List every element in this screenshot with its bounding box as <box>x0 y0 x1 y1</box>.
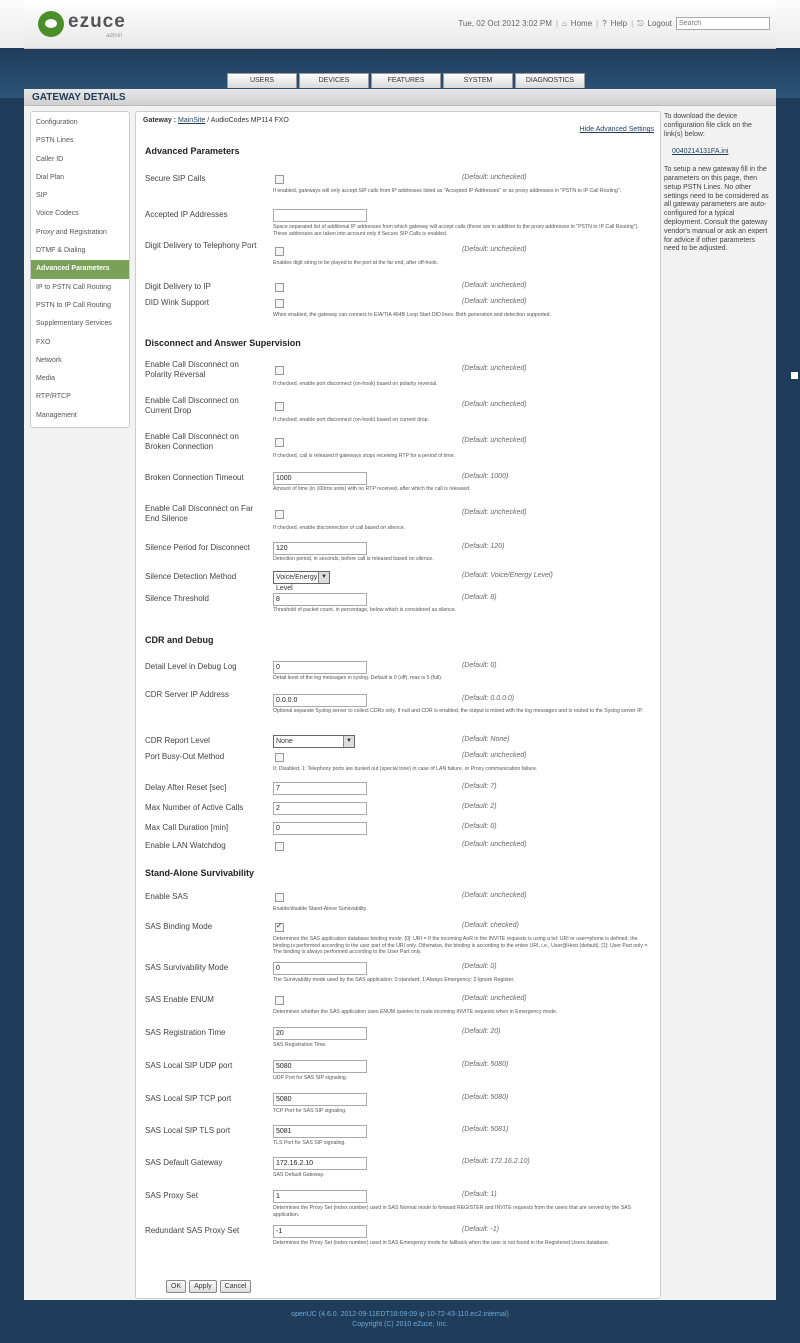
redundant-sas-proxy-set-hint: Determines the Proxy Set (index number) used in SAS Emergency mode for fallback when the user is not found in the Registered Users database. <box>273 1240 610 1246</box>
enable-call-disconnect-on-broken-connection-checkbox[interactable] <box>275 438 284 447</box>
sas-local-sip-udp-port-input[interactable]: 5080 <box>273 1060 367 1073</box>
breadcrumb-site-link[interactable]: MainSite <box>178 117 206 124</box>
sas-proxy-set-input[interactable]: 1 <box>273 1190 367 1203</box>
corner-marker <box>791 372 798 379</box>
secure-sip-calls-checkbox[interactable] <box>275 175 284 184</box>
secure-sip-calls-default: (Default: unchecked) <box>462 174 527 181</box>
sas-binding-mode-checkbox[interactable] <box>275 923 284 932</box>
secure-sip-calls-hint: If enabled, gateways will only accept SIP calls from IP addresses listed as "Accepted IP Addresses" or as proxy addresses in "PSTN to IP Call Routing". <box>273 188 622 194</box>
copyright: Copyright (C) 2010 eZuce, Inc. <box>352 1321 448 1328</box>
label-sas-binding-mode: SAS Binding Mode <box>145 922 213 931</box>
cdr-report-level-default: (Default: None) <box>462 736 510 743</box>
help-panel <box>664 113 770 254</box>
setup-instructions: To setup a new gateway fill in the parameters on this page, then setup PSTN Lines. No other settings need to be considered as all gateway parameters are auto-configured for a typical deployment. Consult the gateway vendor's manual or ask an expert for advice if other parameters need to be adjusted. <box>664 166 769 253</box>
sas-binding-mode-hint: Determines the SAS application database binding mode. [0]: URI = If the incoming AoR in the INVITE requests is using a tel: URI or user=phone is defined, the binding is performed according to the user part of the URI only. Otherwise, the binding is according to the entire URI, i.e., User@Host (default). [1]: User Part only = The binding is always performed according to the User Part only. <box>273 936 648 955</box>
top-bar: Tue, 02 Oct 2012 3:02 PM | ⌂ Home | ? Help | ⎋ Logout Search <box>458 17 770 30</box>
cdr-report-level-select[interactable] <box>273 735 355 748</box>
sas-survivability-mode-default: (Default: 0) <box>462 963 497 970</box>
sidebar-item-management[interactable]: Management <box>36 411 77 419</box>
label-enable-call-disconnect-on-polarity-reversal: Enable Call Disconnect on Polarity Reversal <box>145 360 239 379</box>
label-sas-registration-time: SAS Registration Time <box>145 1028 226 1037</box>
silence-detection-method-select[interactable] <box>273 571 330 592</box>
tab-diagnostics[interactable]: DIAGNOSTICS <box>515 73 585 88</box>
tab-devices[interactable]: DEVICES <box>299 73 369 88</box>
label-digit-delivery-to-ip: Digit Delivery to IP <box>145 282 211 291</box>
label-broken-connection-timeout: Broken Connection Timeout <box>145 473 244 482</box>
sidebar-item-network[interactable]: Network <box>36 356 62 364</box>
sas-local-sip-udp-port-default: (Default: 5080) <box>462 1061 509 1068</box>
label-enable-call-disconnect-on-broken-connection: Enable Call Disconnect on Broken Connection <box>145 432 239 451</box>
did-wink-support-hint: When enabled, the gateway can connect to EIA/TIA 464B Loop Start DID lines. Both generation and detection supported. <box>273 312 551 318</box>
enable-lan-watchdog-checkbox[interactable] <box>275 842 284 851</box>
apply-button[interactable]: Apply <box>189 1280 217 1293</box>
download-instructions: To download the device configuration file click on the link(s) below: <box>664 113 752 138</box>
logo-subtitle: admin <box>106 33 123 39</box>
digit-delivery-to-ip-default: (Default: unchecked) <box>462 282 527 289</box>
sidebar-item-sip[interactable]: SIP <box>36 192 48 200</box>
label-sas-local-sip-udp-port: SAS Local SIP UDP port <box>145 1061 233 1070</box>
sas-local-sip-tcp-port-hint: TCP Port for SAS SIP signaling. <box>273 1108 347 1114</box>
enable-lan-watchdog-default: (Default: unchecked) <box>462 841 527 848</box>
sidebar-item-pstn-to-ip[interactable]: PSTN to IP Call Routing <box>36 301 111 309</box>
label-detail-level-in-debug-log: Detail Level in Debug Log <box>145 662 237 671</box>
sidebar <box>30 111 130 428</box>
broken-connection-timeout-input[interactable]: 1000 <box>273 472 367 485</box>
label-enable-lan-watchdog: Enable LAN Watchdog <box>145 841 226 850</box>
title-bar <box>24 89 776 106</box>
section-advanced-parameters: Advanced Parameters <box>145 146 240 156</box>
redundant-sas-proxy-set-default: (Default: -1) <box>462 1226 499 1233</box>
max-number-of-active-calls-input[interactable]: 2 <box>273 802 367 815</box>
label-sas-local-sip-tls-port: SAS Local SIP TLS port <box>145 1126 231 1135</box>
main-panel <box>24 89 776 1300</box>
sidebar-item-configuration[interactable]: Configuration <box>36 119 78 126</box>
tab-features[interactable]: FEATURES <box>371 73 441 88</box>
sas-default-gateway-default: (Default: 172.16.2.10) <box>462 1158 530 1165</box>
label-redundant-sas-proxy-set: Redundant SAS Proxy Set <box>145 1226 240 1235</box>
sidebar-item-pstn-lines[interactable]: PSTN Lines <box>36 137 74 145</box>
main-tabs <box>227 73 585 88</box>
max-number-of-active-calls-default: (Default: 2) <box>462 803 497 810</box>
sidebar-item-dtmf-dialing[interactable]: DTMF & Dialing <box>36 247 86 255</box>
label-cdr-report-level: CDR Report Level <box>145 736 210 745</box>
logout-link[interactable]: Logout <box>647 19 672 28</box>
label-enable-call-disconnect-on-far-end-silence: Enable Call Disconnect on Far End Silence <box>145 504 254 523</box>
sas-local-sip-tls-port-input[interactable]: 5081 <box>273 1125 367 1138</box>
footer <box>0 1310 800 1330</box>
sas-survivability-mode-input[interactable]: 0 <box>273 962 367 975</box>
delay-after-reset-sec-input[interactable]: 7 <box>273 782 367 795</box>
sidebar-item-advanced-parameters[interactable]: Advanced Parameters <box>31 260 129 278</box>
detail-level-in-debug-log-default: (Default: 0) <box>462 662 497 669</box>
delay-after-reset-sec-default: (Default: 7) <box>462 783 497 790</box>
redundant-sas-proxy-set-input[interactable]: -1 <box>273 1225 367 1238</box>
enable-sas-checkbox[interactable] <box>275 893 284 902</box>
silence-period-for-disconnect-default: (Default: 120) <box>462 543 505 550</box>
cdr-server-ip-address-hint: Optional separate Syslog server to collect CDRs only. If null and CDR is enabled, the output is mixed with the log messages and is routed to the Syslog server IP. <box>273 708 643 714</box>
sidebar-item-rtp-rtcp[interactable]: RTP/RTCP <box>36 393 71 401</box>
help-icon[interactable]: ? <box>602 19 607 28</box>
enable-call-disconnect-on-current-drop-checkbox[interactable] <box>275 402 284 411</box>
label-sas-survivability-mode: SAS Survivability Mode <box>145 963 229 972</box>
chevron-down-icon[interactable]: ▼ <box>343 736 354 747</box>
sidebar-item-caller-id[interactable]: Caller ID <box>36 155 64 163</box>
sas-local-sip-tcp-port-input[interactable]: 5080 <box>273 1093 367 1106</box>
datetime: Tue, 02 Oct 2012 3:02 PM <box>458 19 552 28</box>
enable-call-disconnect-on-far-end-silence-default: (Default: unchecked) <box>462 509 527 516</box>
label-max-number-of-active-calls: Max Number of Active Calls <box>145 803 244 812</box>
sas-enable-enum-default: (Default: unchecked) <box>462 995 527 1002</box>
sidebar-item-proxy-registration[interactable]: Proxy and Registration <box>36 228 107 236</box>
help-link[interactable]: Help <box>610 19 628 28</box>
digit-delivery-to-ip-checkbox[interactable] <box>275 283 284 292</box>
sidebar-item-fxo[interactable]: FXO <box>36 338 51 346</box>
enable-call-disconnect-on-far-end-silence-checkbox[interactable] <box>275 510 284 519</box>
version-info: openUC (4.6.0. 2012-09-11EDT18:09:09 ip-10-72-43-110.ec2.internal) <box>291 1311 509 1318</box>
sas-local-sip-udp-port-hint: UDP Port for SAS SIP signaling. <box>273 1075 348 1081</box>
hide-advanced-settings-link[interactable]: Hide Advanced Settings <box>579 126 654 133</box>
label-delay-after-reset-sec: Delay After Reset [sec] <box>145 783 227 792</box>
sas-registration-time-hint: SAS Registration Time. <box>273 1042 327 1048</box>
sas-registration-time-input[interactable]: 20 <box>273 1027 367 1040</box>
enable-call-disconnect-on-polarity-reversal-hint: If checked, enable port disconnect (on-hook) based on polarity reversal. <box>273 381 438 387</box>
sas-default-gateway-input[interactable]: 172.16.2.10 <box>273 1157 367 1170</box>
digit-delivery-to-telephony-port-default: (Default: unchecked) <box>462 246 527 253</box>
silence-detection-method-default: (Default: Voice/Energy Level) <box>462 572 553 579</box>
sidebar-item-supplementary[interactable]: Supplementary Services <box>36 320 112 328</box>
detail-level-in-debug-log-hint: Detail level of the log messages in syslog. Default is 0 (off), max is 5 (full). <box>273 675 443 681</box>
sidebar-item-dial-plan[interactable]: Dial Plan <box>36 173 65 181</box>
chevron-down-icon[interactable]: ▼ <box>318 572 329 583</box>
settings-form <box>135 111 661 1299</box>
silence-threshold-input[interactable]: 8 <box>273 593 367 606</box>
logo-icon <box>38 11 64 37</box>
tab-system[interactable]: SYSTEM <box>443 73 513 88</box>
port-busy-out-method-default: (Default: unchecked) <box>462 752 527 759</box>
label-sas-enable-enum: SAS Enable ENUM <box>145 995 214 1004</box>
section-cdr-debug: CDR and Debug <box>145 635 214 645</box>
home-icon[interactable]: ⌂ <box>561 19 567 28</box>
search-input[interactable] <box>676 17 770 30</box>
port-busy-out-method-checkbox[interactable] <box>275 753 284 762</box>
section-stand-alone-survivability: Stand-Alone Survivability <box>145 868 255 878</box>
accepted-ip-addresses-input[interactable] <box>273 209 367 222</box>
broken-connection-timeout-default: (Default: 1000) <box>462 473 509 480</box>
tab-users[interactable]: USERS <box>227 73 297 88</box>
section-disconnect-supervision: Disconnect and Answer Supervision <box>145 338 301 348</box>
port-busy-out-method-hint: 0: Disabled, 1: Telephony ports are busied out (special tone) in case of LAN failure, or Proxy communication failure. <box>273 766 538 772</box>
sas-enable-enum-checkbox[interactable] <box>275 996 284 1005</box>
ezuce-logo[interactable] <box>38 11 138 41</box>
did-wink-support-checkbox[interactable] <box>275 299 284 308</box>
sas-registration-time-default: (Default: 20) <box>462 1028 501 1035</box>
label-enable-call-disconnect-on-current-drop: Enable Call Disconnect on Current Drop <box>145 396 239 415</box>
max-call-duration-min-input[interactable]: 0 <box>273 822 367 835</box>
sas-proxy-set-hint: Determines the Proxy Set (index number) used in SAS Normal mode to forward REGISTER and INVITE requests from the users that are served by the SAS application. <box>273 1205 632 1218</box>
sas-proxy-set-default: (Default: 1) <box>462 1191 497 1198</box>
ok-button[interactable]: OK <box>166 1280 186 1293</box>
digit-delivery-to-telephony-port-hint: Enables digit string to be played to the port at the far end, after off-hook. <box>273 260 439 266</box>
label-sas-proxy-set: SAS Proxy Set <box>145 1191 198 1200</box>
did-wink-support-default: (Default: unchecked) <box>462 298 527 305</box>
label-secure-sip-calls: Secure SIP Calls <box>145 174 206 183</box>
label-port-busy-out-method: Port Busy-Out Method <box>145 752 225 761</box>
logout-icon[interactable]: ⎋ <box>637 18 644 28</box>
silence-threshold-hint: Threshold of packet count, in percentage, below which is considered as silence. <box>273 607 457 613</box>
sidebar-item-media[interactable]: Media <box>36 375 56 383</box>
config-file-link[interactable]: 0040214131FA.ini <box>672 148 729 156</box>
sidebar-item-ip-to-pstn[interactable]: IP to PSTN Call Routing <box>36 283 111 291</box>
silence-detection-method-selected-value: Voice/Energy Level <box>276 574 318 592</box>
cancel-button[interactable]: Cancel <box>220 1280 252 1293</box>
label-silence-period-for-disconnect: Silence Period for Disconnect <box>145 543 250 552</box>
enable-call-disconnect-on-broken-connection-hint: If checked, call is released if gateways stops receiving RTP for a period of time. <box>273 453 456 459</box>
label-max-call-duration-min: Max Call Duration [min] <box>145 823 229 832</box>
cdr-report-level-selected-value: None <box>276 738 293 745</box>
enable-call-disconnect-on-far-end-silence-hint: If checked, enable disconnection of call based on silence. <box>273 525 406 531</box>
enable-call-disconnect-on-broken-connection-default: (Default: unchecked) <box>462 437 527 444</box>
sas-local-sip-tcp-port-default: (Default: 5080) <box>462 1094 509 1101</box>
max-call-duration-min-default: (Default: 0) <box>462 823 497 830</box>
enable-call-disconnect-on-current-drop-default: (Default: unchecked) <box>462 401 527 408</box>
cdr-server-ip-address-input[interactable]: 0.0.0.0 <box>273 694 367 707</box>
breadcrumb: Gateway : MainSite / AudioCodes MP114 FXO <box>143 117 289 124</box>
enable-sas-default: (Default: unchecked) <box>462 892 527 899</box>
sidebar-item-voice-codecs[interactable]: Voice Codecs <box>36 210 79 218</box>
sas-enable-enum-hint: Determines whether the SAS application uses ENUM queries to route incoming INVITE requests when in Emergency mode. <box>273 1009 558 1015</box>
label-enable-sas: Enable SAS <box>145 892 189 901</box>
enable-call-disconnect-on-polarity-reversal-default: (Default: unchecked) <box>462 365 527 372</box>
enable-sas-hint: Enable/disable Stand-Alone Survivability. <box>273 906 368 912</box>
accepted-ip-addresses-hint: Space separated list of additional IP addresses from which gateway will accept calls (these are in addition to the proxy addresses in "PSTN to IP Call Routing"). These addresses are taken into account only if Secure SIP Calls is enabled. <box>273 224 639 237</box>
enable-call-disconnect-on-current-drop-hint: If checked, enable port disconnect (on-hook) based on current drop. <box>273 417 430 423</box>
label-sas-local-sip-tcp-port: SAS Local SIP TCP port <box>145 1094 232 1103</box>
broken-connection-timeout-hint: Amount of time (in 100ms units) with no RTP received, after which the call is released. <box>273 486 471 492</box>
sas-binding-mode-default: (Default: checked) <box>462 922 519 929</box>
label-cdr-server-ip-address: CDR Server IP Address <box>145 690 229 699</box>
label-digit-delivery-to-telephony-port: Digit Delivery to Telephony Port <box>145 241 257 250</box>
label-silence-detection-method: Silence Detection Method <box>145 572 237 581</box>
digit-delivery-to-telephony-port-checkbox[interactable] <box>275 247 284 256</box>
home-link[interactable]: Home <box>570 19 593 28</box>
silence-period-for-disconnect-input[interactable]: 120 <box>273 542 367 555</box>
logo-text: ezuce <box>68 11 126 32</box>
form-buttons <box>166 1280 251 1293</box>
enable-call-disconnect-on-polarity-reversal-checkbox[interactable] <box>275 366 284 375</box>
cdr-server-ip-address-default: (Default: 0.0.0.0) <box>462 695 515 702</box>
sas-survivability-mode-hint: The Survivability mode used by the SAS application. 0:standard; 1:Always Emergency; 2:Ignore Register. <box>273 977 515 983</box>
label-did-wink-support: DID Wink Support <box>145 298 210 307</box>
label-accepted-ip-addresses: Accepted IP Addresses <box>145 210 228 219</box>
page-title: GATEWAY DETAILS <box>32 92 126 103</box>
sas-default-gateway-hint: SAS Default Gateway. <box>273 1172 325 1178</box>
silence-threshold-default: (Default: 8) <box>462 594 497 601</box>
label-sas-default-gateway: SAS Default Gateway <box>145 1158 223 1167</box>
detail-level-in-debug-log-input[interactable]: 0 <box>273 661 367 674</box>
sas-local-sip-tls-port-default: (Default: 5081) <box>462 1126 509 1133</box>
header <box>24 0 776 49</box>
sas-local-sip-tls-port-hint: TLS Port for SAS SIP signaling. <box>273 1140 346 1146</box>
silence-period-for-disconnect-hint: Detection period, in seconds, before call is released based on silence. <box>273 556 434 562</box>
label-silence-threshold: Silence Threshold <box>145 594 209 603</box>
